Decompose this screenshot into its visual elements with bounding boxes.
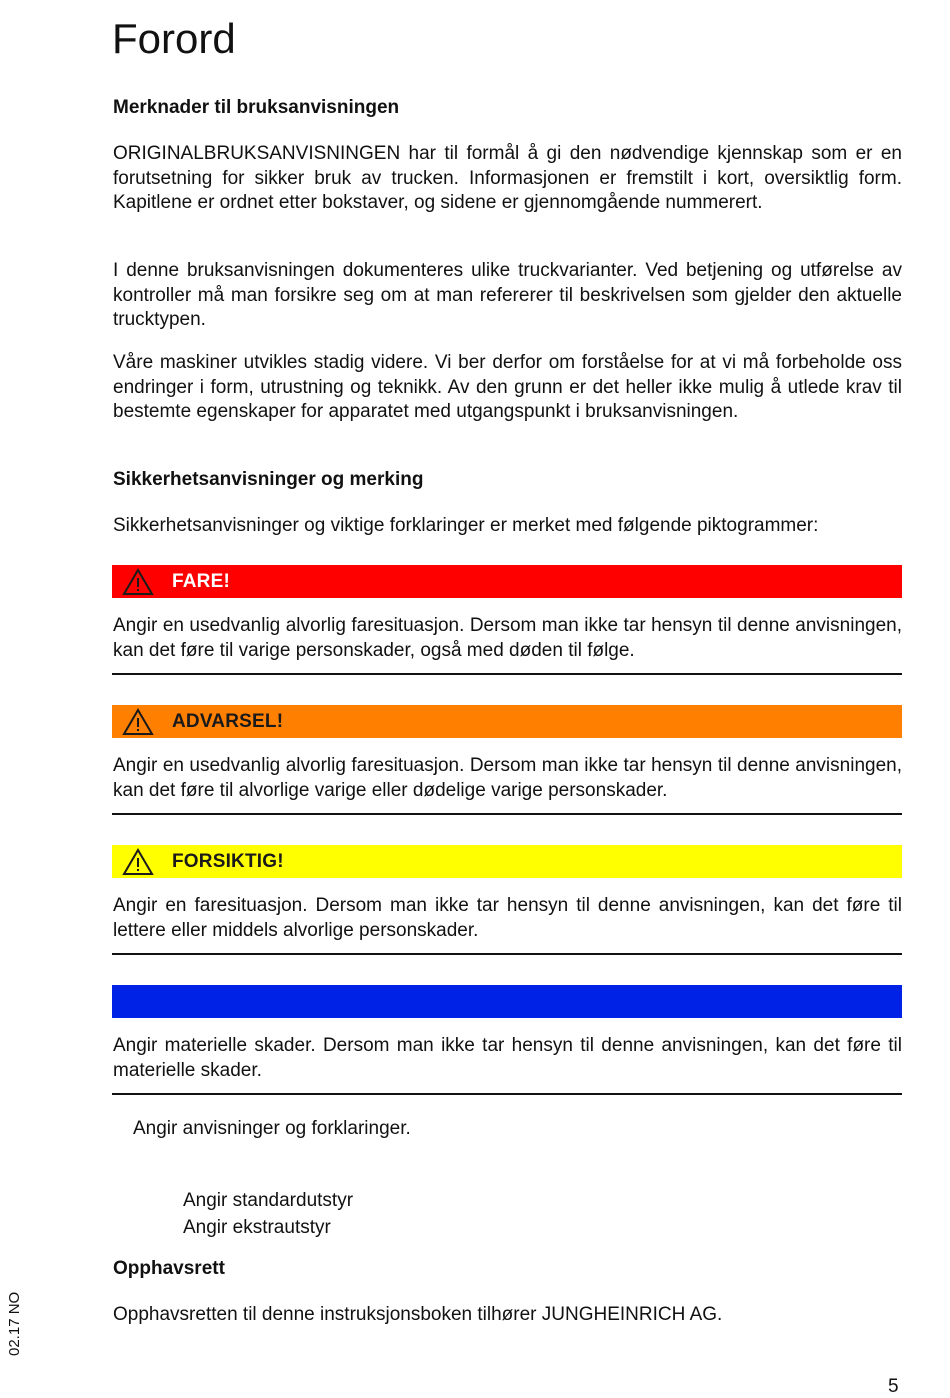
paragraph: I denne bruksanvisningen dokumenteres ulike truckvarianter. Ved betjening og utførelse av kontroller må man forsikre seg om at man refererer til beskrivelsen som gjelder den aktuelle trucktypen. — [113, 260, 902, 330]
caution-label: FORSIKTIG! — [172, 850, 284, 872]
caution-text: Angir en faresituasjon. Dersom man ikke tar hensyn til denne anvisningen, kan det føre til lettere eller middels alvorlige personskader. — [113, 895, 902, 941]
divider — [112, 953, 902, 955]
divider — [112, 1093, 902, 1095]
warning-triangle-icon — [122, 848, 154, 876]
warning-banner — [112, 705, 902, 738]
standard-equipment-note: Angir standardutstyr — [183, 1190, 354, 1211]
notice-text: Angir materielle skader. Dersom man ikke tar hensyn til denne anvisningen, kan det føre til materielle skader. — [113, 1035, 902, 1081]
warning-triangle-icon — [122, 708, 154, 736]
danger-label: FARE! — [172, 570, 230, 592]
paragraph: Våre maskiner utvikles stadig videre. Vi ber derfor om forståelse for at vi må forbeholde oss endringer i form, utrustning og teknikk. Av den grunn er det heller ikke mulig å utlede krav til bestemte egenskaper for apparatet med utgangspunkt i bruksanvisningen. — [113, 352, 902, 422]
danger-banner — [112, 565, 902, 598]
copyright-text: Opphavsretten til denne instruksjonsboken tilhører JUNGHEINRICH AG. — [113, 1304, 723, 1325]
divider — [112, 813, 902, 815]
warning-triangle-icon — [122, 568, 154, 596]
paragraph: ORIGINALBRUKSANVISNINGEN har til formål å gi den nødvendige kjennskap som er en forutsetning for sikker bruk av trucken. Informasjonen er fremstilt i kort, oversiktlig form. Kapitlene er ordnet etter bokstaver, og sidene er gjennomgående nummerert. — [113, 143, 902, 213]
info-note: Angir anvisninger og forklaringer. — [133, 1118, 411, 1139]
edition-label: 02.17 NO — [6, 1291, 23, 1356]
extra-equipment-note: Angir ekstrautstyr — [183, 1217, 331, 1238]
section-heading-copyright: Opphavsrett — [113, 1258, 225, 1279]
page-number: 5 — [888, 1376, 899, 1397]
page-title: Forord — [112, 15, 236, 62]
danger-text: Angir en usedvanlig alvorlig faresituasjon. Dersom man ikke tar hensyn til denne anvisningen, kan det føre til varige personskader, også med døden til følge. — [113, 615, 902, 661]
notice-banner — [112, 985, 902, 1018]
section-heading-safety: Sikkerhetsanvisninger og merking — [113, 469, 424, 490]
warning-label: ADVARSEL! — [172, 710, 284, 732]
section-heading-notes: Merknader til bruksanvisningen — [113, 97, 400, 118]
warning-text: Angir en usedvanlig alvorlig faresituasjon. Dersom man ikke tar hensyn til denne anvisningen, kan det føre til alvorlige varige eller dødelige varige personskader. — [113, 755, 902, 801]
divider — [112, 673, 902, 675]
paragraph: Sikkerhetsanvisninger og viktige forklaringer er merket med følgende piktogrammer: — [113, 515, 819, 536]
caution-banner — [112, 845, 902, 878]
